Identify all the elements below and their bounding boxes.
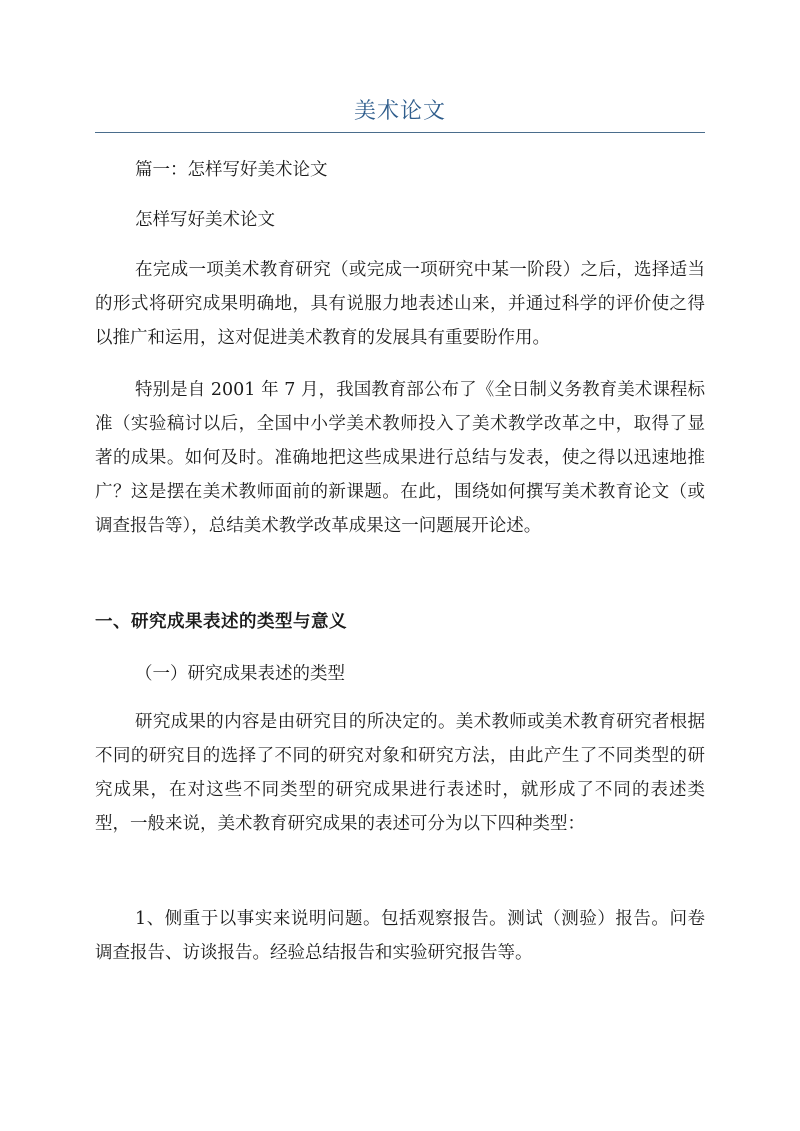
paragraph-1: 在完成一项美术教育研究（或完成一项研究中某一阶段）之后，选择适当的形式将研究成果明确地，具有说服力地表述山来，并通过科学的评价使之得以推广和运用，这对促进美术教育的发展具有重要盼作用。 — [95, 260, 705, 348]
sub-title — [95, 203, 705, 237]
heading-level-1: 一、研究成果表述的类型与意义 — [95, 612, 347, 632]
title-underline — [95, 132, 705, 133]
paragraph-4: 1、侧重于以事实来说明问题。包括观察报告。测试（测验）报告。问卷调查报告、访谈报告。经验总结报告和实验研究报告等。 — [95, 909, 705, 963]
section-heading-text: 篇一：怎样写好美术论文 — [135, 160, 328, 180]
heading-level-2 — [95, 657, 705, 691]
section-heading — [95, 153, 705, 187]
paragraph-2: 特别是自 2001 年 7 月，我国教育部公布了《全日制义务教育美术课程标准（实验稿讨以后，全国中小学美术教师投入了美术教学改革之中，取得了显著的成果。如何及时。准确地把这些成果进行总结与发表，使之得以迅速地推广？这是摆在美术教师面前的新课题。在此，围绕如何撰写美术教育论文（或调查报告等），总结美术教学改革成果这一问题展开论述。 — [95, 380, 705, 536]
heading-level-2-text: （一）研究成果表述的类型 — [135, 664, 345, 684]
sub-title-text: 怎样写好美术论文 — [135, 210, 275, 230]
paragraph-3: 研究成果的内容是由研究目的所决定的。美术教师或美术教育研究者根据不同的研究目的选择了不同的研究对象和研究方法，由此产生了不同类型的研究成果，在对这些不同类型的研究成果进行表述时，就形成了不同的表述类型，一般来说，美术教育研究成果的表述可分为以下四种类型： — [95, 712, 705, 834]
document-title: 美术论文 — [353, 99, 446, 124]
